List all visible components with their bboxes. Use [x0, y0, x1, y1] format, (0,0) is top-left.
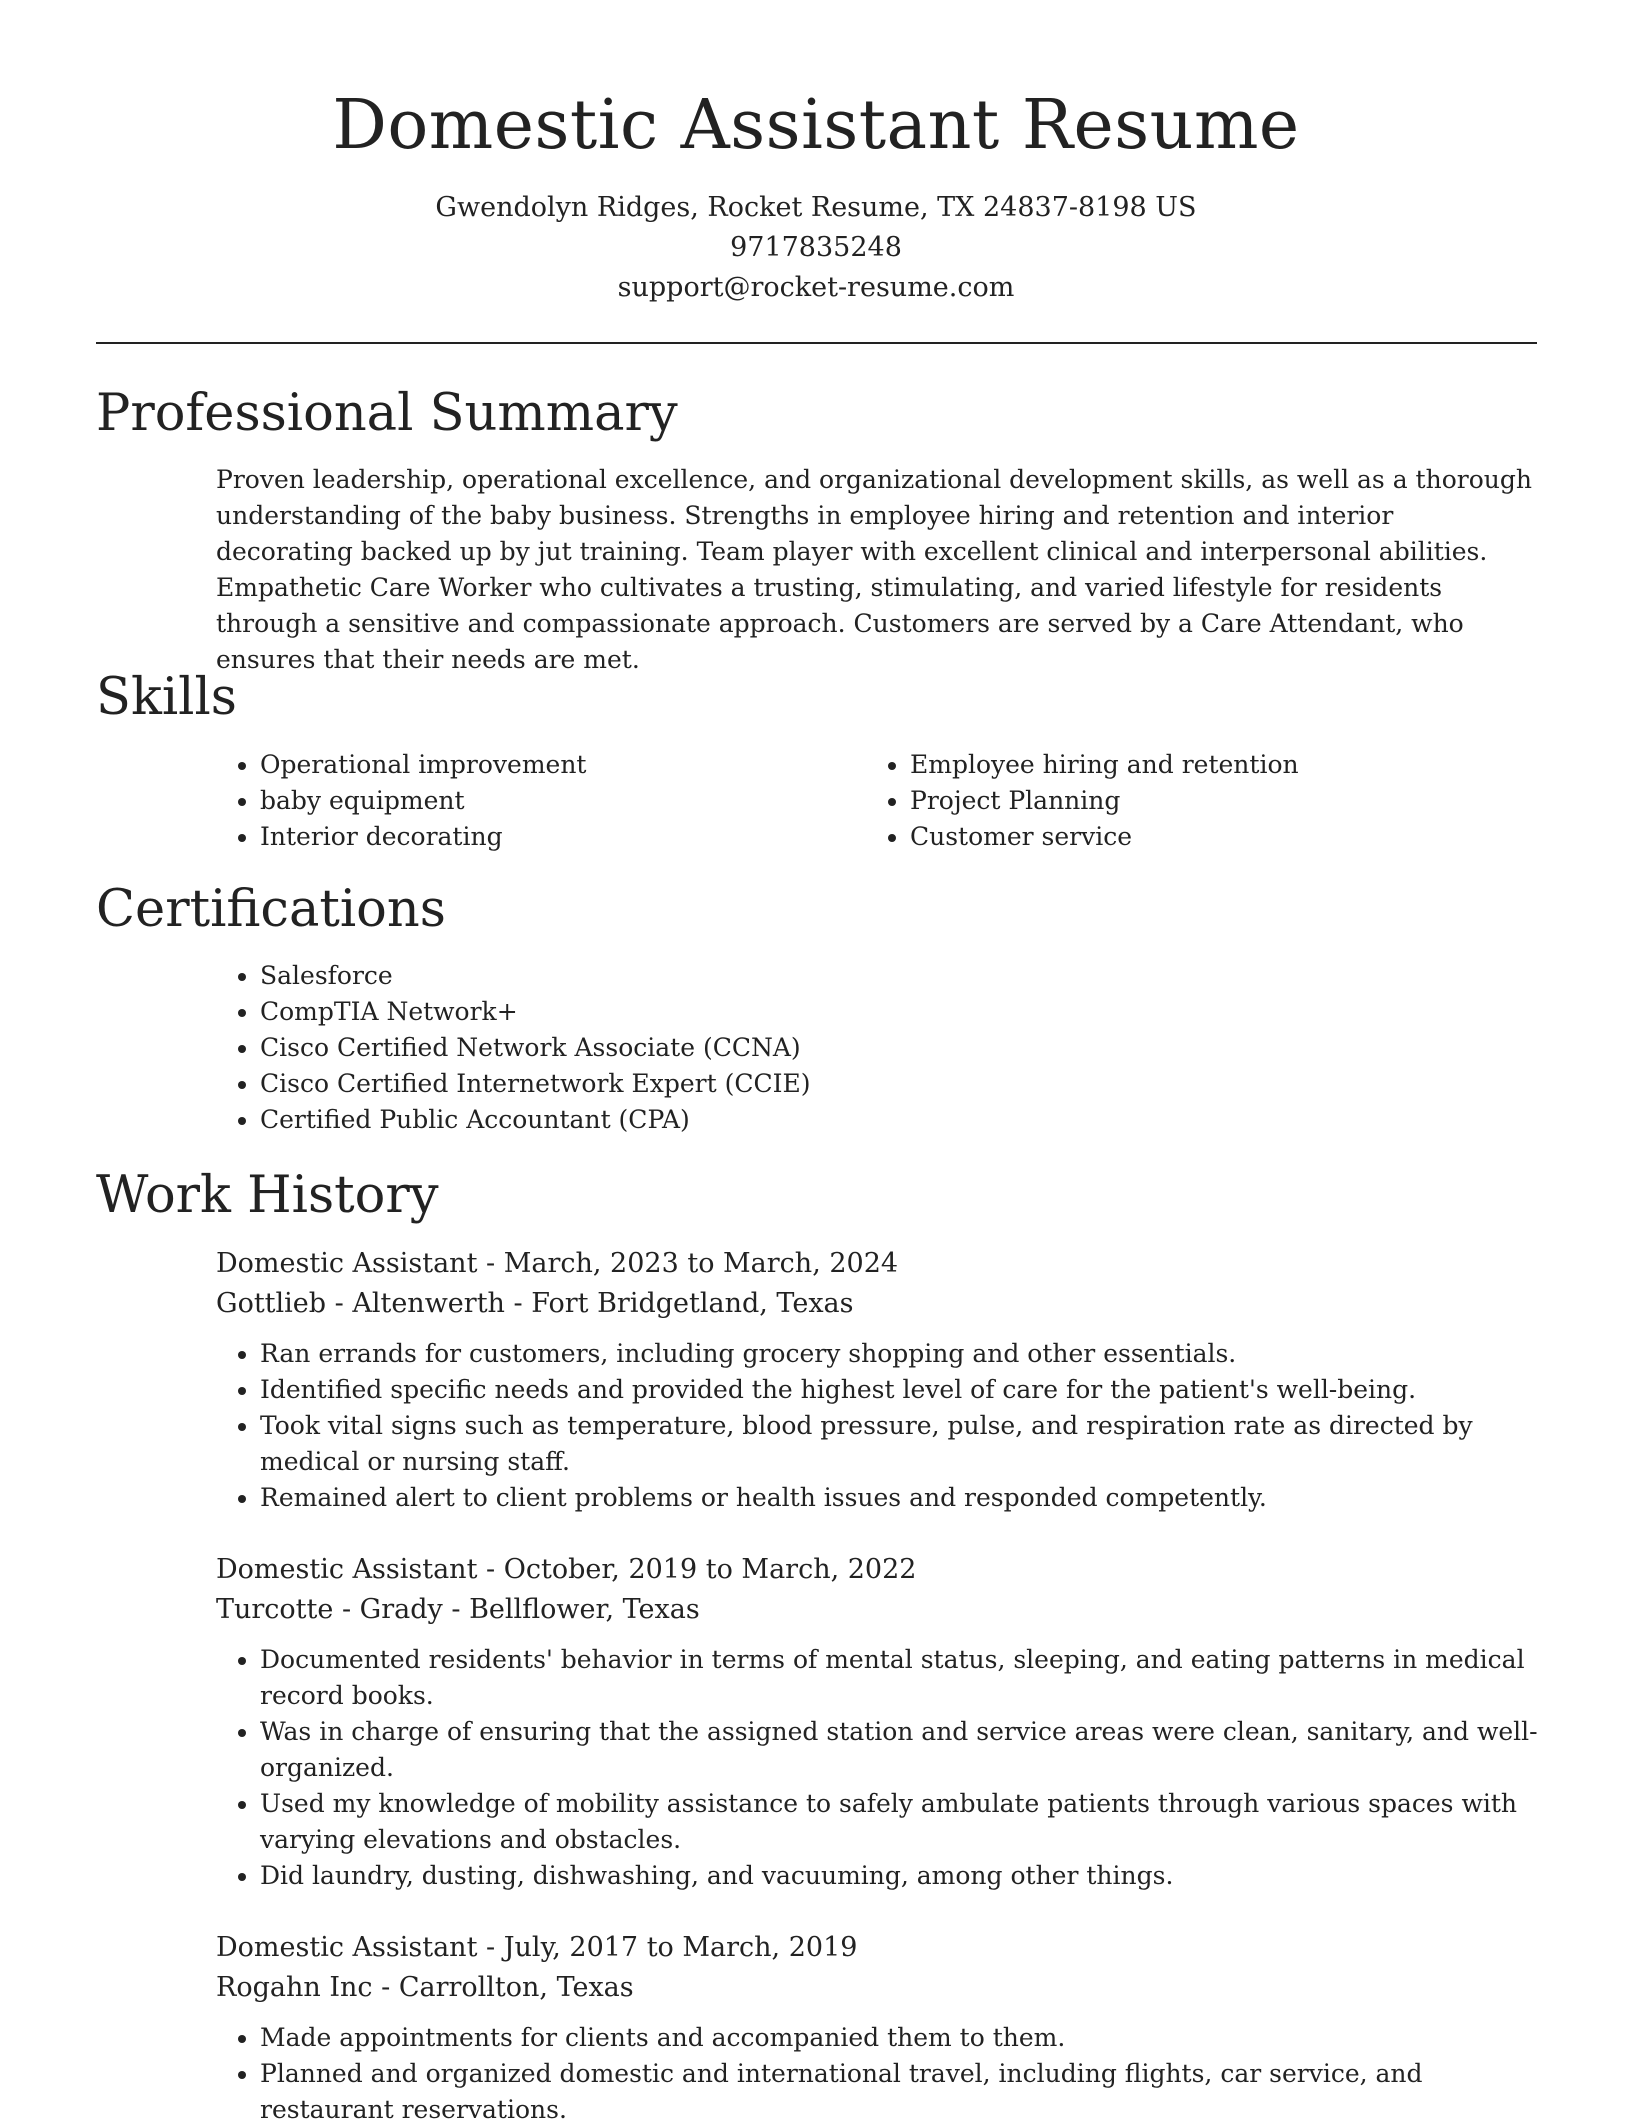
job-duty: • Planned and organized domestic and international travel, including flights, car service, and restaurant reservations. [260, 2056, 1546, 2128]
skills-heading: Skills [96, 668, 237, 727]
job-location: Carrollton, Texas [398, 1972, 634, 2003]
job-duty: • Documented residents' behavior in terms of mental status, sleeping, and eating patterns in medical record books. [260, 1642, 1546, 1714]
job-location: Fort Bridgetland, Texas [531, 1288, 854, 1319]
contact-phone: 9717835248 [730, 232, 902, 263]
job-company-line: Turcotte - Grady - Bellflower, Texas [216, 1594, 700, 1625]
job-title-line: Domestic Assistant - July, 2017 to March, 2019 [216, 1932, 858, 1963]
job-title: Domestic Assistant [216, 1554, 478, 1585]
job-company-line: Gottlieb - Altenwerth - Fort Bridgetland, Texas [216, 1288, 854, 1319]
certifications-list [216, 958, 810, 1138]
certification-item: • Cisco Certified Internetwork Expert (CCIE) [260, 1066, 810, 1102]
job-duty: • Identified specific needs and provided the highest level of care for the patient's well-being. [260, 1372, 1546, 1408]
job-company: Gottlieb - Altenwerth [216, 1288, 505, 1319]
job-title-line: Domestic Assistant - March, 2023 to March, 2024 [216, 1248, 899, 1279]
resume-title: Domestic Assistant Resume [332, 86, 1300, 165]
job-dates: July, 2017 to March, 2019 [503, 1932, 858, 1963]
summary-heading: Professional Summary [96, 384, 678, 443]
skill-item: • baby equipment [260, 783, 586, 819]
job-entry [216, 1550, 1546, 1894]
job-dates: October, 2019 to March, 2022 [503, 1554, 917, 1585]
contact-email: support@rocket-resume.com [617, 272, 1015, 303]
job-entry [216, 1928, 1546, 2128]
contact-block [0, 188, 1632, 308]
job-title: Domestic Assistant [216, 1248, 478, 1279]
job-duty: • Made appointments for clients and accompanied them to them. [260, 2020, 1546, 2056]
job-entry [216, 1244, 1546, 1516]
certification-item: • Certified Public Accountant (CPA) [260, 1102, 810, 1138]
resume-header [0, 82, 1632, 308]
job-company: Rogahn Inc [216, 1972, 373, 2003]
summary-text: Proven leadership, operational excellence, and organizational development skills, as well as a thorough understanding of the baby business. Strengths in employee hiring and retention and interior decorating backed up by jut training. Team player with excellent clinical and interpersonal abilities. Empathetic Care Worker who cultivates a trusting, stimulating, and varied lifestyle for residents through a sensitive and compassionate approach. Customers are served by a Care Attendant, who ensures that their needs are met. [216, 465, 1532, 674]
skill-item: • Customer service [910, 819, 1299, 855]
job-duty: • Did laundry, dusting, dishwashing, and vacuuming, among other things. [260, 1858, 1546, 1894]
job-company: Turcotte - Grady [216, 1594, 443, 1625]
contact-address: Gwendolyn Ridges, Rocket Resume, TX 24837-8198 US [435, 192, 1197, 223]
job-duties-list [216, 1642, 1546, 1894]
skill-item: • Operational improvement [260, 747, 586, 783]
skills-list-left [216, 747, 586, 855]
job-dates: March, 2023 to March, 2024 [503, 1248, 899, 1279]
skill-item: • Project Planning [910, 783, 1299, 819]
job-location: Bellflower, Texas [469, 1594, 700, 1625]
certifications-heading: Certifications [96, 880, 446, 939]
job-title: Domestic Assistant [216, 1932, 478, 1963]
job-company-line: Rogahn Inc - Carrollton, Texas [216, 1972, 634, 2003]
job-title-line: Domestic Assistant - October, 2019 to March, 2022 [216, 1554, 917, 1585]
skill-item: • Employee hiring and retention [910, 747, 1299, 783]
job-duty: • Used my knowledge of mobility assistance to safely ambulate patients through various spaces with varying elevations and obstacles. [260, 1786, 1546, 1858]
job-duties-list [216, 1336, 1546, 1516]
job-duty: • Took vital signs such as temperature, blood pressure, pulse, and respiration rate as directed by medical or nursing staff. [260, 1408, 1546, 1480]
job-duty: • Was in charge of ensuring that the assigned station and service areas were clean, sanitary, and well-organized. [260, 1714, 1546, 1786]
skill-item: • Interior decorating [260, 819, 586, 855]
skills-list-right [866, 747, 1299, 855]
certification-item: • Cisco Certified Network Associate (CCNA) [260, 1030, 810, 1066]
header-divider [96, 342, 1537, 344]
job-duty: • Remained alert to client problems or health issues and responded competently. [260, 1480, 1546, 1516]
certification-item: • CompTIA Network+ [260, 994, 810, 1030]
work-history-heading: Work History [96, 1166, 439, 1225]
certification-item: • Salesforce [260, 958, 810, 994]
job-duty: • Ran errands for customers, including grocery shopping and other essentials. [260, 1336, 1546, 1372]
